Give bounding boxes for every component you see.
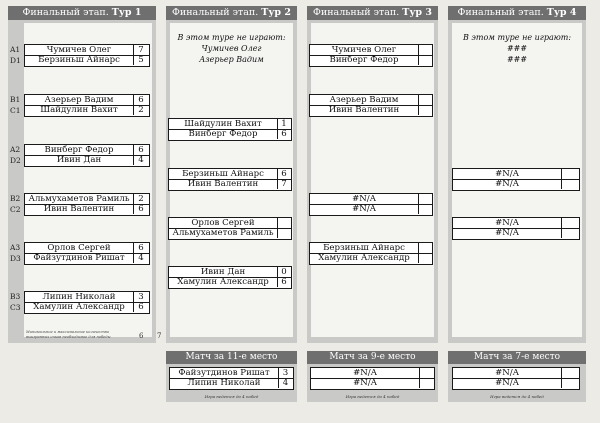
- round-1-tour: Тур 1: [111, 7, 142, 18]
- match-box: [168, 217, 292, 240]
- player-score[interactable]: 6: [277, 277, 290, 287]
- player-score[interactable]: 0: [277, 267, 290, 277]
- match-box: [309, 94, 433, 117]
- match-box: [168, 118, 292, 141]
- match-box: [310, 367, 435, 390]
- match-box: [24, 94, 150, 117]
- match-row: [169, 228, 291, 238]
- match-box: [452, 217, 580, 240]
- placement-match-7: [448, 351, 586, 402]
- round-3-stage: Финальный этап.: [312, 7, 400, 18]
- match-box: [24, 242, 150, 265]
- match-row: [169, 119, 291, 130]
- match-row: [310, 105, 432, 115]
- match-box: [24, 44, 150, 67]
- match-row: [453, 378, 579, 388]
- player-name: Ивин Валентин: [187, 179, 259, 190]
- seed-label: C3: [10, 303, 21, 312]
- match-row: [25, 155, 149, 165]
- player-score[interactable]: [277, 218, 290, 228]
- placement-caption: Игра ведется до 4 побед: [345, 394, 400, 399]
- match-row: [25, 253, 149, 263]
- player-score[interactable]: 6: [133, 204, 148, 214]
- player-score[interactable]: 6: [133, 95, 148, 105]
- player-name: Файзутдинов Ришат: [33, 253, 125, 264]
- round-2-tour: Тур 2: [261, 7, 291, 18]
- seed-label: A3: [10, 243, 21, 252]
- match-row: [25, 105, 149, 115]
- bye-player: ###: [506, 44, 528, 53]
- match-row: [453, 169, 579, 180]
- tour2-bye-note: [172, 32, 291, 65]
- player-name: #N/A: [353, 368, 377, 378]
- match-box: [169, 367, 294, 390]
- match-row: [25, 145, 149, 156]
- seed-label: D1: [10, 56, 21, 65]
- match-row: [25, 292, 149, 303]
- player-name: Шайдулин Вахит: [184, 119, 262, 129]
- seed-label: D3: [10, 254, 21, 263]
- round-2-stage: Финальный этап.: [171, 7, 259, 18]
- player-name: Хамулин Александр: [318, 253, 410, 264]
- player-name: Чумичев Олег: [331, 45, 397, 55]
- match-row: [310, 95, 432, 106]
- player-name: #N/A: [495, 378, 519, 389]
- player-name: Файзутдинов Ришат: [178, 368, 270, 378]
- match-row: [170, 378, 293, 388]
- player-score[interactable]: [418, 105, 431, 115]
- player-name: Ивин Дан: [200, 267, 246, 277]
- player-name: Ивин Валентин: [328, 105, 400, 116]
- match-row: [453, 368, 579, 379]
- match-row: [169, 179, 291, 189]
- match-box: [452, 168, 580, 191]
- player-name: Винберг Федор: [188, 129, 258, 140]
- player-score[interactable]: 4: [278, 378, 292, 388]
- round-2-header: [166, 6, 297, 20]
- placement-caption: Игра ведется до 4 побед: [490, 394, 544, 399]
- player-name: Хамулин Александр: [33, 302, 125, 313]
- match-row: [310, 204, 432, 214]
- match-box: [309, 242, 433, 265]
- match-row: [25, 45, 149, 56]
- match-box: [309, 193, 433, 216]
- round-1-header: [8, 6, 156, 20]
- player-score[interactable]: 6: [277, 169, 290, 179]
- match-box: [24, 144, 150, 167]
- footnote-min: 6: [139, 332, 144, 340]
- seed-label: B3: [10, 292, 21, 301]
- seed-label: B2: [10, 194, 21, 203]
- player-name: Орлов Сергей: [47, 243, 111, 253]
- player-name: Азерьер Вадим: [44, 95, 114, 105]
- match-box: [168, 168, 292, 191]
- player-score[interactable]: [561, 179, 578, 189]
- player-score[interactable]: [419, 378, 433, 388]
- round-4-tour: Тур 4: [546, 7, 577, 18]
- round-3-tour: Тур 3: [402, 7, 432, 18]
- player-score[interactable]: [418, 243, 431, 253]
- match-row: [310, 253, 432, 263]
- player-score[interactable]: [418, 55, 431, 65]
- player-name: Винберг Федор: [329, 55, 399, 66]
- seed-label: B1: [10, 95, 21, 104]
- bye-label: В этом туре не играют:: [462, 33, 572, 42]
- match-row: [310, 243, 432, 254]
- match-row: [310, 194, 432, 205]
- player-name: Азерьер Вадим: [329, 95, 399, 105]
- match-row: [25, 204, 149, 214]
- match-row: [25, 243, 149, 254]
- player-score[interactable]: [561, 228, 578, 238]
- player-name: Ивин Дан: [56, 155, 102, 166]
- player-score[interactable]: [561, 169, 578, 179]
- footnote-text: Минимальное и максимальное количество выигранных очков необходимое для победы: [26, 330, 111, 339]
- match-row: [169, 129, 291, 139]
- player-score[interactable]: 3: [278, 368, 292, 378]
- match-row: [310, 45, 432, 56]
- player-score[interactable]: 6: [133, 243, 148, 253]
- player-name: #N/A: [495, 368, 519, 378]
- player-score[interactable]: 2: [133, 194, 148, 204]
- placement-title: Матч за 9-е место: [307, 351, 438, 364]
- player-score[interactable]: [418, 194, 431, 204]
- match-box: [309, 44, 433, 67]
- player-name: Хамулин Александр: [177, 277, 269, 288]
- seed-label: A1: [10, 45, 21, 54]
- player-score[interactable]: [561, 378, 578, 388]
- footnote-max: 7: [157, 332, 162, 340]
- match-box: [24, 291, 150, 314]
- match-row: [25, 302, 149, 312]
- player-score[interactable]: [418, 204, 431, 214]
- match-box: [168, 266, 292, 289]
- player-name: #N/A: [353, 378, 377, 389]
- player-score[interactable]: [418, 45, 431, 55]
- bye-player: ###: [506, 55, 528, 64]
- placement-caption: Игра ведется до 4 побед: [204, 394, 259, 399]
- player-name: Берзиньш Айнарс: [323, 243, 405, 253]
- match-row: [169, 277, 291, 287]
- player-score[interactable]: 7: [133, 45, 148, 55]
- placement-title: Матч за 11-е место: [166, 351, 297, 364]
- match-row: [453, 179, 579, 189]
- match-row: [169, 218, 291, 229]
- bye-player: Чумичев Олег: [201, 44, 262, 53]
- player-name: Альмухаметов Рамиль: [28, 194, 130, 204]
- player-name: Липин Николай: [42, 292, 116, 302]
- player-name: Липин Николай: [187, 378, 261, 389]
- round-1-pane: [24, 23, 152, 337]
- player-score[interactable]: 5: [133, 55, 148, 65]
- player-score[interactable]: 6: [133, 145, 148, 155]
- match-row: [453, 218, 579, 229]
- player-score[interactable]: 6: [277, 129, 290, 139]
- player-name: #N/A: [495, 179, 519, 190]
- player-score[interactable]: [419, 368, 433, 378]
- placement-title: Матч за 7-е место: [448, 351, 586, 364]
- placement-match-11: [166, 351, 297, 402]
- seed-label: D2: [10, 156, 21, 165]
- player-score[interactable]: 3: [133, 292, 148, 302]
- player-score[interactable]: 4: [133, 155, 148, 165]
- round-4-header: [448, 6, 586, 20]
- round-3-header: [307, 6, 438, 20]
- player-name: #N/A: [352, 194, 376, 204]
- player-name: #N/A: [495, 218, 519, 228]
- match-row: [170, 368, 293, 379]
- player-name: Ивин Валентин: [43, 204, 115, 215]
- match-row: [311, 368, 434, 379]
- match-row: [169, 267, 291, 278]
- player-name: Берзиньш Айнарс: [38, 55, 120, 66]
- player-name: Орлов Сергей: [191, 218, 255, 228]
- match-box: [24, 193, 150, 216]
- round-3-pane: [311, 23, 434, 337]
- placement-match-9: [307, 351, 438, 402]
- match-row: [25, 55, 149, 65]
- round-4-stage: Финальный этап.: [457, 7, 544, 18]
- player-name: Берзиньш Айнарс: [182, 169, 264, 179]
- player-score[interactable]: [561, 368, 578, 378]
- player-name: #N/A: [352, 204, 376, 215]
- player-score[interactable]: 7: [277, 179, 290, 189]
- round-1-stage: Финальный этап.: [22, 7, 109, 18]
- player-name: Винберг Федор: [44, 145, 114, 155]
- seed-label: C2: [10, 205, 21, 214]
- player-score[interactable]: [561, 218, 578, 228]
- match-row: [453, 228, 579, 238]
- tour4-bye-note: [454, 32, 580, 65]
- player-name: #N/A: [495, 228, 519, 239]
- player-score[interactable]: 2: [133, 105, 148, 115]
- player-name: #N/A: [495, 169, 519, 179]
- player-score[interactable]: 1: [277, 119, 290, 129]
- bye-player: Азерьер Вадим: [199, 55, 264, 64]
- bye-label: В этом туре не играют:: [177, 33, 286, 42]
- match-row: [310, 55, 432, 65]
- player-name: Шайдулин Вахит: [40, 105, 118, 116]
- player-score[interactable]: 6: [133, 302, 148, 312]
- player-score[interactable]: 4: [133, 253, 148, 263]
- match-box: [452, 367, 580, 390]
- seed-label: A2: [10, 145, 21, 154]
- match-row: [25, 95, 149, 106]
- match-row: [311, 378, 434, 388]
- player-score[interactable]: [418, 253, 431, 263]
- match-row: [25, 194, 149, 205]
- player-name: Альмухаметов Рамиль: [172, 228, 274, 239]
- player-score[interactable]: [418, 95, 431, 105]
- match-row: [169, 169, 291, 180]
- seed-label: C1: [10, 106, 21, 115]
- player-score[interactable]: [277, 228, 290, 238]
- player-name: Чумичев Олег: [46, 45, 112, 55]
